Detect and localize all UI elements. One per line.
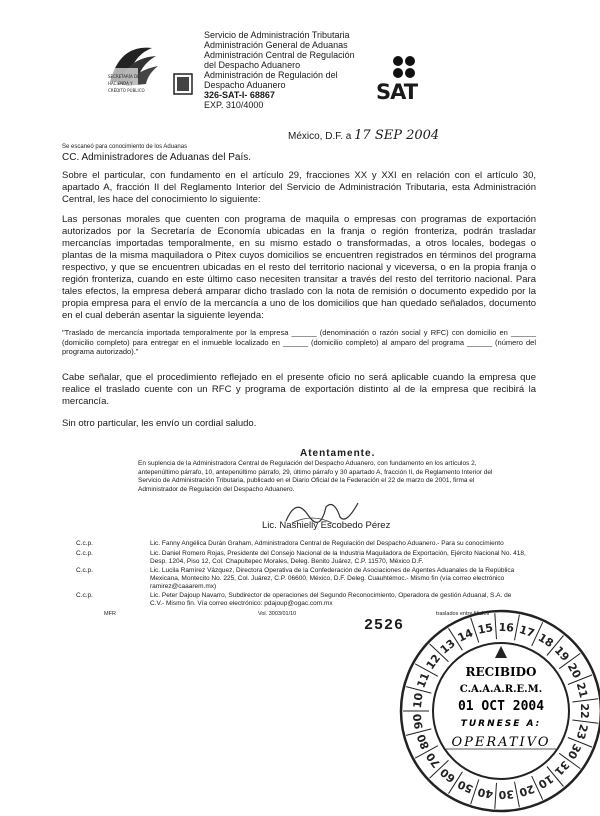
stamp-ring-number: 40 [476,785,495,801]
stamp-ring-divider [572,720,598,723]
date-line [288,128,439,143]
footer-vol: Vol. 3003/01/10 [258,611,297,617]
stamp-org: C.A.A.A.R.E.M. [459,684,543,695]
stamp-ring-divider [515,782,520,808]
stamp-ring-divider [495,783,497,809]
date-handwritten: 17 SEP 2004 [354,128,440,143]
ccp-text: Lic. Lucila Ramírez Vázquez, Directora Operativa de la Confederación de Asociaciones de Agentes Aduanales de la República Mexicana, Montecito No. 225, Col. Juárez, C.P. 06600, México, D.F. Deleg. Cuauhtémoc.- Mismo fin (vía correo electrónico ramirez@caaarem.mx) [150,567,515,590]
body-paragraph: Cabe señalar, que el procedimiento reflejado en el presente oficio no será aplicable cuando la empresa que realice el traslado cuente con un RFC y programa de exportación distinto al de la empresa que recibirá la mercancía. [62,372,536,407]
stamp-ring-number: 16 [498,620,515,635]
stamp-handwritten: OPERATIVO [451,735,551,750]
stamp-number: 2526 [364,617,405,634]
ccp-text: Lic. Fanny Angélica Durán Graham, Administradora Central de Regulación del Despacho Aduanero.- Para su conocimiento [150,540,504,547]
svg-text:SECRETARÍA DE: SECRETARÍA DE [108,74,140,79]
ccp-label: C.c.p. [76,567,93,574]
hacienda-emblem-logo [100,38,196,102]
header-line: Administración General de Aduanas [204,40,348,50]
footer-right-note: traslados entre filiales [436,611,490,617]
stamp-title: RECIBIDO [465,665,537,679]
ccp-text: Lic. Peter Dajoup Navarro, Subdirector de operaciones del Segundo Reconocimiento, Operadora de gestión Aduanal, S.A. de C.V.- Mismo fin. Vía correo electrónico: pdajoup@ogac.com.mx [150,592,512,607]
addressee: CC. Administradores de Aduanas del País. [62,152,251,163]
stamp-ring-number: 21 [573,681,591,700]
ccp-text: Lic. Daniel Romero Rojas, Presidente del Consejo Nacional de la Industria Maquiladora de Exportación, Ejército Nacional No. 418, Desp. 1204, Piso 12, Col. Chapultepec Morales, Deleg. Benito Juárez, C.P. 11570, México D.F. [150,550,526,565]
stamp-ring-number: 14 [455,626,476,645]
stamp-ring-number: 15 [476,621,495,637]
oficio-number: 326-SAT-I- 68867 [204,90,275,100]
stamp-ring-number: 11 [414,670,433,690]
body-paragraph: Sobre el particular, con fundamento en el artículo 29, fracciones XX y XXI en relación con el artículo 30, apartado A, fracción II del Reglamento Interior del Servicio de Administración Tributaria, esta Administración Central, les hace del conocimiento lo siguiente: [62,170,536,205]
stamp-ring-number: 23 [573,722,591,741]
header-line: Administración de Regulación del [204,70,338,80]
svg-text:CRÉDITO PÚBLICO: CRÉDITO PÚBLICO [108,88,145,93]
stamp-ring-number: 19 [551,643,572,664]
stamp-ring-divider [495,613,497,639]
suplencia-text: En suplencia de la Administradora Central de Regulación del Despacho Aduanero, con fundamento en los artículos 2, antepenúltimo párrafo, 10, antepenúltimo párrafo, 29, último párrafo y 30 apartado A, fracción II, de Reglamento Interior del Servicio de Administración Tributaria, publicado en el Diario Oficial de la Federación el 22 de marzo de 2001, firma el Administrador de Regulación del Despacho Aduanero. [138,460,493,493]
stamp-arrow-icon [495,646,507,658]
signer-name: Lic. Nashielly Escobedo Pérez [262,520,391,531]
stamp-ring-number: 80 [414,732,433,752]
header-line: Administración Central de Regulación [204,50,355,60]
header-agency-block [204,30,364,110]
stamp-ring-number: 60 [437,765,458,786]
stamp-ring-number: 70 [423,750,444,771]
stamp-ring-number: 18 [535,630,556,651]
expediente-number: EXP. 310/4000 [204,100,264,110]
stamp-ring-number: 30 [564,741,584,762]
stamp-ring-number: 20 [564,660,584,681]
ccp-label: C.c.p. [76,540,93,547]
ccp-label: C.c.p. [76,592,93,599]
stamp-date: 01 OCT 2004 [457,699,545,714]
stamp-ring-number: 12 [423,651,444,672]
header-line: Despacho Aduanero [204,80,286,90]
stamp-ring-number: 17 [517,623,537,641]
received-stamp [396,606,600,816]
svg-text:HACIENDA Y: HACIENDA Y [108,81,133,86]
stamp-ring-number: 10 [535,771,556,792]
stamp-ring-divider [515,615,520,641]
date-prefix: México, D.F. a [288,131,352,142]
header-line: del Despacho Aduanero [204,60,301,70]
stamp-ring-number: 90 [410,713,426,730]
body-paragraph: Las personas morales que cuenten con programa de maquila o empresas con programas de exportación autorizados por la Secretaría de Economía ubicadas en la franja o región fronteriza, podrán trasladar mercancías importadas temporalmente, en su mismo estado o transformadas, a otros locales, bodegas o plantas de la misma maquiladora o Pitex cuyos domicilios se encuentren registrados en términos del programa respectivo, y que se encuentren ubicadas en el resto del territorio nacional y viceversa, o en la propia franja o región fronteriza, cuando en este último caso necesiten transitar a través del resto del territorio nacional. Para tales efectos, la empresa deberá amparar dicho traslado con la nota de remisión o documento expedido por la propia empresa para el envío de la mercancía a uno de los domicilios que han quedado señalados, documento en el cual deberán asentar la siguiente leyenda: [62,214,536,321]
stamp-ring-number: 10 [410,692,426,709]
stamp-ring-number: 30 [498,787,515,802]
stamp-ring-number: 22 [578,703,591,719]
legend-paragraph: "Traslado de mercancía importada temporalmente por la empresa ______ (denominación o razón social y RFC) con domicilio en ______ (domicilio completo) para entregar en el inmueble localizado en ______ (domicilio completo) al amparo del programa ______ (número del programa autorizado)." [62,328,536,356]
sat-logo-text: SAT [376,80,418,104]
stamp-ring-divider [572,699,598,702]
stamp-ring-number: 50 [455,777,476,796]
stamp-ring-number: 20 [517,781,537,799]
stamp-ring-number: 31 [551,758,572,779]
body-paragraph: Sin otro particular, les envío un cordial saludo. [62,418,257,429]
footer-initials: MFR [104,611,116,617]
atentamente: Atentamente. [300,448,376,459]
stamp-turnese: TURNESE A: [460,719,542,729]
stamp-ring-number: 13 [437,636,458,657]
header-line: Servicio de Administración Tributaria [204,30,350,40]
scan-note: Se escaneó para conocimiento de los Aduanas [62,144,188,150]
ccp-label: C.c.p. [76,550,93,557]
